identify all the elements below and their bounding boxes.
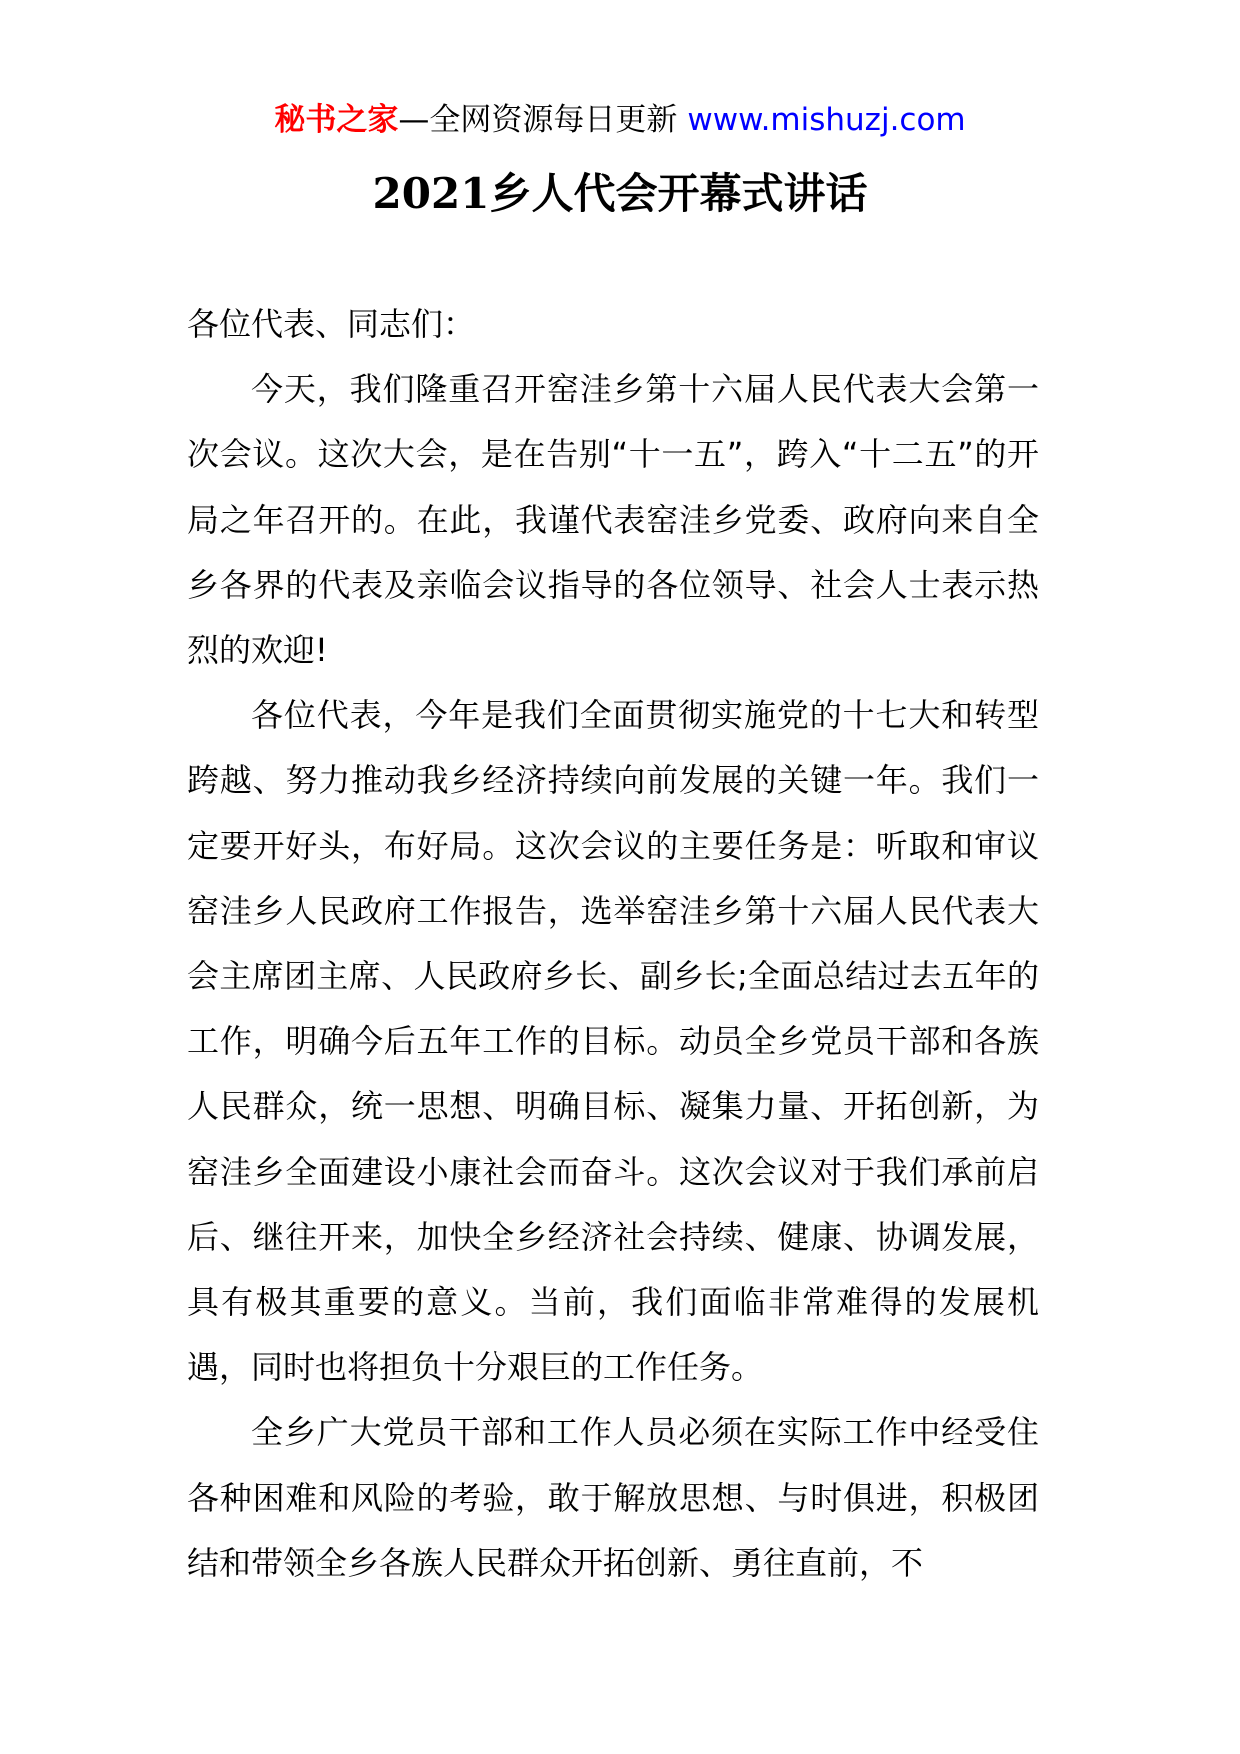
brand-name: 秘书之家 — [274, 102, 399, 138]
paragraph: 全乡广大党员干部和工作人员必须在实际工作中经受住各种困难和风险的考验，敢于解放思想、与时俱进，积极团结和带领全乡各族人民群众开拓创新、勇往直前，不 — [187, 1413, 1039, 1582]
header-tagline: —全网资源每日更新 — [398, 102, 678, 138]
document-body — [187, 292, 1039, 1596]
paragraph: 各位代表，今年是我们全面贯彻实施党的十七大和转型跨越、努力推动我乡经济持续向前发展的关键一年。我们一定要开好头，布好局。这次会议的主要任务是：听取和审议窑洼乡人民政府工作报告，选举窑洼乡第十六届人民代表大会主席团主席、人民政府乡长、副乡长;全面总结过去五年的工作，明确今后五年工作的目标。动员全乡党员干部和各族人民群众，统一思想、明确目标、凝集力量、开拓创新，为窑洼乡全面建设小康社会而奋斗。这次会议对于我们承前启后、继往开来，加快全乡经济社会持续、健康、协调发展，具有极其重要的意义。当前，我们面临非常难得的发展机遇，同时也将担负十分艰巨的工作任务。 — [187, 696, 1039, 1387]
document-title: 2021乡人代会开幕式讲话 — [372, 169, 868, 218]
paragraph: 今天，我们隆重召开窑洼乡第十六届人民代表大会第一次会议。这次大会，是在告别“十一五”，跨入“十二五”的开局之年召开的。在此，我谨代表窑洼乡党委、政府向来自全乡各界的代表及亲临会议指导的各位领导、社会人士表示热烈的欢迎! — [187, 370, 1039, 670]
site-url-link[interactable]: www.mishuzj.com — [687, 102, 966, 138]
site-header — [0, 100, 1240, 140]
salutation: 各位代表、同志们： — [187, 305, 476, 343]
